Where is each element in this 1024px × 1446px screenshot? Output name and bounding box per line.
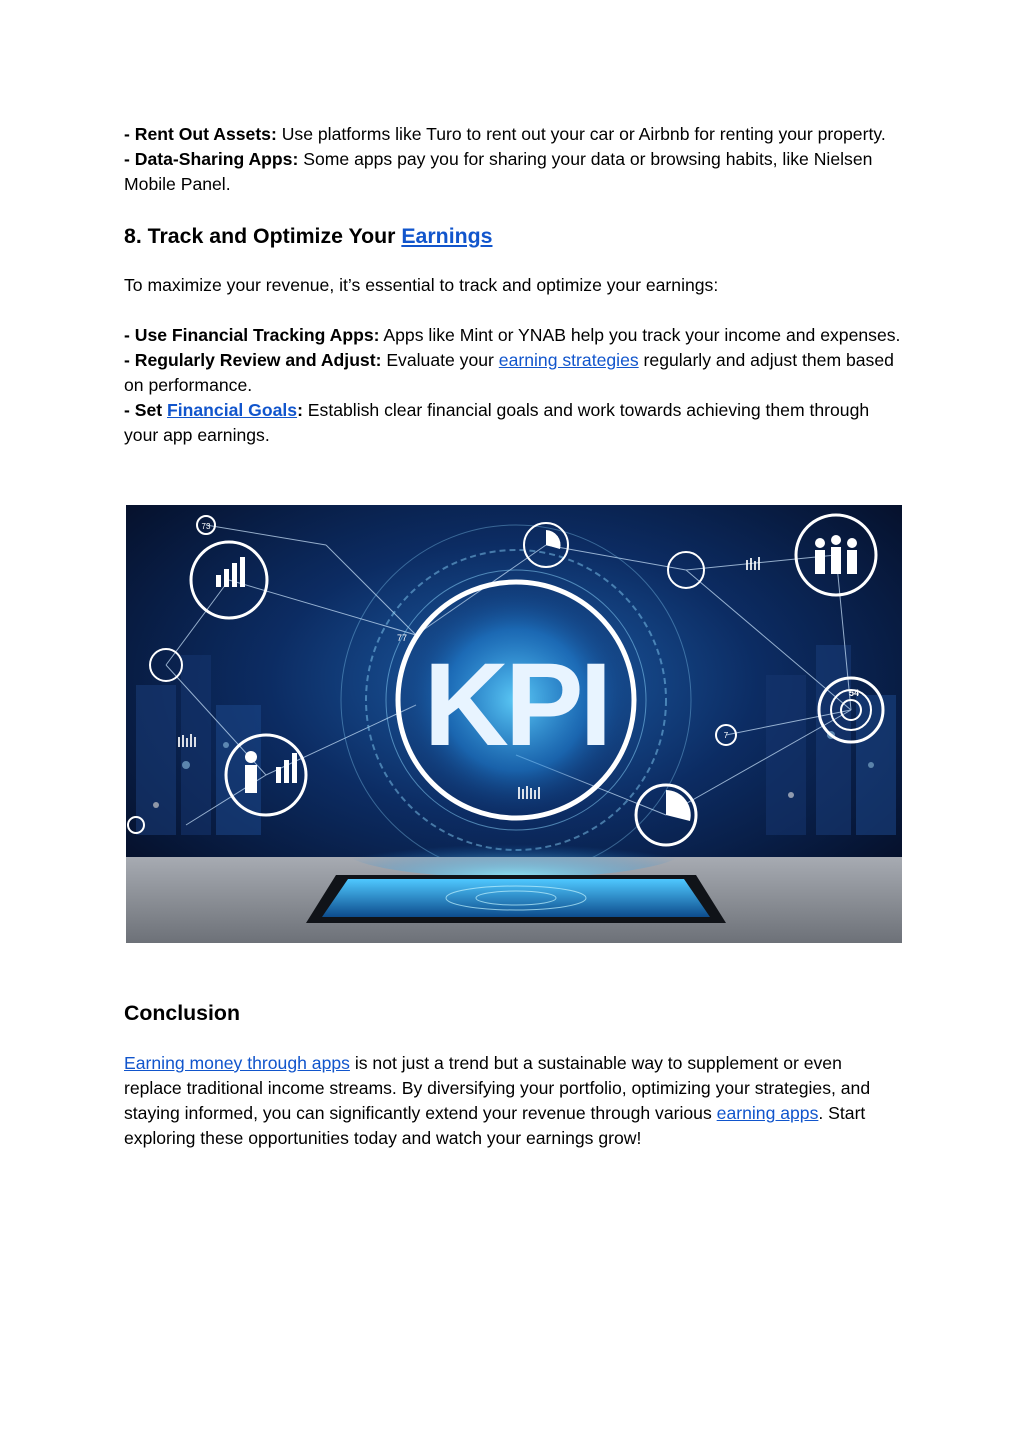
financial-goals-link[interactable]: Financial Goals (167, 400, 298, 420)
item-text: Apps like Mint or YNAB help you track your income and expenses. (379, 325, 901, 345)
earnings-link[interactable]: Earnings (401, 224, 493, 248)
paragraph-text: . Start exploring these opportunities today and watch your earnings grow! (124, 1103, 866, 1148)
conclusion-section (124, 970, 904, 1151)
conclusion-paragraph (124, 1051, 904, 1151)
item-label: - Rent Out Assets: (124, 124, 277, 144)
conclusion-heading: Conclusion (124, 1001, 240, 1025)
list-item-data-sharing-apps (124, 147, 904, 197)
item-label-colon: : (297, 400, 303, 420)
item-text: Establish clear financial goals and work towards achieving them through your app earnings. (124, 400, 870, 445)
list-item-rent-out-assets (124, 122, 904, 147)
earning-money-link[interactable]: Earning money through apps (124, 1053, 350, 1073)
kpi-text: KPI (423, 639, 609, 771)
paragraph-text: is not just a trend but a sustainable way to supplement or even replace traditional income streams. By diversifying your portfolio, optimizing your strategies, and staying informed, you can significantly extend your revenue through various (124, 1053, 871, 1123)
heading-text: 8. Track and Optimize Your (124, 224, 402, 248)
item-label: - Set (124, 400, 168, 420)
tablet-screen (322, 879, 710, 917)
document-body (124, 122, 904, 448)
list-item-review-adjust (124, 348, 904, 398)
item-label: - Data-Sharing Apps: (124, 149, 299, 169)
item-text: regularly and adjust them based on performance. (124, 350, 894, 395)
list-item-financial-tracking (124, 323, 904, 348)
item-text: Some apps pay you for sharing your data or browsing habits, like Nielsen Mobile Panel. (124, 149, 873, 194)
earning-strategies-link[interactable]: earning strategies (498, 350, 639, 370)
tablet-light (344, 822, 684, 878)
badge-73: 73 (201, 522, 211, 531)
list-item-financial-goals (124, 398, 904, 448)
item-label: - Regularly Review and Adjust: (124, 350, 382, 370)
earning-apps-link[interactable]: earning apps (716, 1103, 819, 1123)
item-label: - Use Financial Tracking Apps: (124, 325, 380, 345)
badge-77: 77 (396, 633, 408, 643)
item-text: Evaluate your (381, 350, 499, 370)
section-heading-track-optimize (124, 221, 904, 251)
badge-7: 7 (723, 731, 729, 740)
badge-54: 54 (848, 688, 860, 698)
section-intro: To maximize your revenue, it’s essential to track and optimize your earnings: (124, 275, 719, 295)
item-text: Use platforms like Turo to rent out your car or Airbnb for renting your property. (276, 124, 886, 144)
kpi-illustration (126, 505, 902, 943)
